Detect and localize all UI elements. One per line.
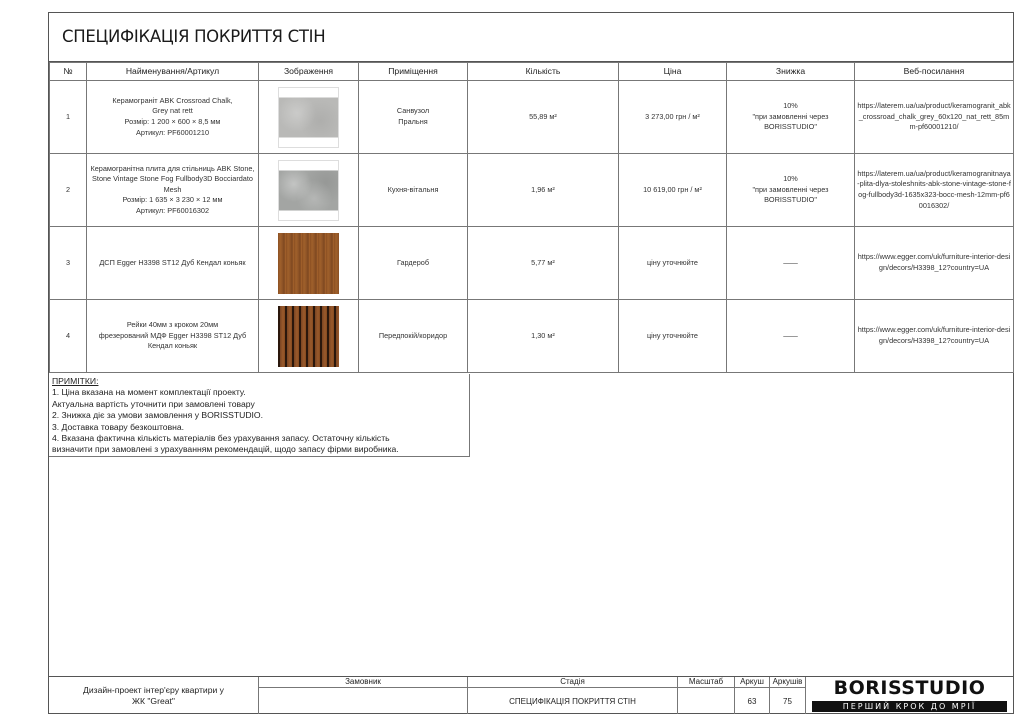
scale-cell bbox=[678, 677, 735, 714]
row-name bbox=[87, 227, 259, 300]
brand-tagline: ПЕРШИЙ КРОК ДО МРІЇ bbox=[812, 701, 1007, 712]
name-line: Рейки 40мм з кроком 20мм bbox=[126, 320, 219, 330]
table-row bbox=[50, 154, 1014, 227]
row-room bbox=[359, 300, 468, 373]
customer-value bbox=[259, 689, 467, 714]
room-line: Пральня bbox=[398, 117, 428, 126]
row-qty: 55,89 м² bbox=[468, 81, 619, 154]
discount-line: "при замовленні через bbox=[752, 184, 829, 194]
brand-logo bbox=[806, 677, 1013, 714]
note-line: 1. Ціна вказана на момент комплектації проекту. bbox=[52, 387, 246, 398]
table-row bbox=[50, 81, 1014, 154]
project-line: Дизайн-проект інтер'єру квартири у bbox=[83, 685, 224, 695]
sheet-label: Аркуш bbox=[735, 677, 769, 688]
row-name bbox=[87, 300, 259, 373]
room-line: Передпокій/коридор bbox=[378, 330, 448, 340]
row-url-link[interactable]: https://laterem.ua/ua/product/keramogranitnaya-plita-dlya-stoleshnits-abk-stone-vintage-stone-fog-fullbody3d-1635x323-bocc-mesh-12mm-pf60016302/ bbox=[855, 154, 1014, 227]
note-line: визначити при замовлені з урахуванням рекомендацій, щодо запасу фірми виробника. bbox=[52, 444, 399, 455]
row-name bbox=[87, 154, 259, 227]
row-name bbox=[87, 81, 259, 154]
row-room bbox=[359, 81, 468, 154]
scale-label: Масштаб bbox=[678, 677, 734, 688]
room-line: Гардероб bbox=[396, 257, 430, 267]
name-line: ДСП Egger H3398 ST12 Дуб Кендал коньяк bbox=[99, 257, 246, 267]
row-num: 3 bbox=[50, 227, 87, 300]
header-room: Приміщення bbox=[359, 63, 468, 81]
project-line: ЖК "Great" bbox=[132, 696, 175, 706]
header-image: Зображення bbox=[259, 63, 359, 81]
name-line: Розмір: 1 200 × 600 × 8,5 мм bbox=[124, 117, 221, 126]
discount-line: 10% bbox=[783, 101, 798, 111]
row-room bbox=[359, 227, 468, 300]
discount-line: BORISSTUDIO" bbox=[764, 122, 817, 132]
discount-line: —— bbox=[783, 257, 798, 267]
project-name bbox=[49, 677, 258, 707]
name-line: Розмір: 1 635 × 3 230 × 12 мм bbox=[122, 195, 223, 205]
sheets-cell bbox=[770, 677, 806, 714]
note-line: 2. Знижка діє за умови замовлення у BORISSTUDIO. bbox=[52, 410, 263, 421]
name-line: Керамограніт ABK Crossroad Chalk, bbox=[112, 95, 233, 105]
row-discount bbox=[727, 154, 855, 227]
page-title: СПЕЦИФІКАЦІЯ ПОКРИТТЯ СТІН bbox=[62, 27, 326, 46]
row-num: 1 bbox=[50, 81, 87, 154]
row-discount bbox=[727, 300, 855, 373]
row-room bbox=[359, 154, 468, 227]
row-price: ціну уточнюйте bbox=[619, 227, 727, 300]
name-line: Артикул: PF60016302 bbox=[135, 205, 210, 215]
customer-label: Замовник bbox=[259, 677, 467, 688]
grey-stone-swatch bbox=[278, 160, 339, 221]
oak-wood-swatch bbox=[278, 233, 339, 294]
title-area bbox=[49, 13, 1013, 62]
row-qty: 5,77 м² bbox=[468, 227, 619, 300]
header-url: Веб-посилання bbox=[855, 63, 1014, 81]
wood-slats-swatch bbox=[278, 306, 339, 367]
customer-cell bbox=[259, 677, 468, 714]
notes-title: ПРИМІТКИ: bbox=[52, 376, 99, 386]
name-line: Керамогранітна плита для стільниць ABK Stone, bbox=[90, 163, 255, 173]
name-line: Grey nat rett bbox=[152, 106, 193, 116]
sheets-value: 75 bbox=[783, 697, 792, 706]
row-image bbox=[259, 227, 359, 300]
discount-line: BORISSTUDIO" bbox=[764, 195, 817, 205]
note-line: 3. Доставка товару безкоштовна. bbox=[52, 421, 185, 432]
note-line: Актуальна вартість уточнити при замовлені товару bbox=[52, 398, 255, 409]
row-image bbox=[259, 154, 359, 227]
sheets-label: Аркушів bbox=[770, 677, 805, 688]
name-line: фрезерований МДФ Egger H3398 ST12 Дуб bbox=[98, 330, 247, 340]
room-line: Кухня-вітальня bbox=[387, 184, 439, 194]
note-line: 4. Вказана фактична кількість матеріалів без урахування запасу. Остаточну кількість bbox=[52, 433, 390, 444]
notes-block bbox=[49, 374, 470, 457]
title-block-stamp bbox=[49, 676, 1013, 714]
stage-value: СПЕЦИФІКАЦІЯ ПОКРИТТЯ СТІН bbox=[509, 697, 636, 706]
row-image bbox=[259, 81, 359, 154]
table-header-row bbox=[50, 63, 1014, 81]
row-qty: 1,96 м² bbox=[468, 154, 619, 227]
header-name: Найменування/Артикул bbox=[87, 63, 259, 81]
row-image bbox=[259, 300, 359, 373]
row-url-link[interactable]: https://www.egger.com/uk/furniture-interior-design/decors/H3398_12?country=UA bbox=[855, 300, 1014, 373]
header-discount: Знижка bbox=[727, 63, 855, 81]
discount-line: —— bbox=[783, 330, 798, 340]
header-qty: Кількість bbox=[468, 63, 619, 81]
row-price: 10 619,00 грн / м² bbox=[619, 154, 727, 227]
row-num: 2 bbox=[50, 154, 87, 227]
project-cell bbox=[49, 677, 259, 714]
stage-label: Стадія bbox=[468, 677, 677, 688]
discount-line: 10% bbox=[783, 174, 798, 184]
row-discount bbox=[727, 227, 855, 300]
name-line: Кендал коньяк bbox=[147, 341, 198, 351]
sheet-value: 63 bbox=[747, 697, 757, 706]
table-row bbox=[50, 300, 1014, 373]
row-price: ціну уточнюйте bbox=[619, 300, 727, 373]
stage-cell bbox=[468, 677, 678, 714]
row-url-link[interactable]: https://laterem.ua/ua/product/keramogranit_abk_crossroad_chalk_grey_60x120_nat_rett_85mm-pf60001210/ bbox=[855, 81, 1014, 154]
header-price: Ціна bbox=[619, 63, 727, 81]
row-discount bbox=[727, 81, 855, 154]
specification-table bbox=[49, 62, 1014, 373]
drawing-sheet bbox=[48, 12, 1014, 714]
header-num: № bbox=[50, 63, 87, 81]
row-qty: 1,30 м² bbox=[468, 300, 619, 373]
brand-name: BORISSTUDIO bbox=[833, 677, 986, 699]
table-row bbox=[50, 227, 1014, 300]
row-num: 4 bbox=[50, 300, 87, 373]
scale-value bbox=[678, 689, 734, 714]
name-line: Stone Vintage Stone Fog Fullbody3D Bocciardato bbox=[92, 174, 253, 184]
name-line: Mesh bbox=[163, 184, 182, 194]
row-price: 3 273,00 грн / м² bbox=[619, 81, 727, 154]
sheet-cell bbox=[735, 677, 770, 714]
name-line: Артикул: PF60001210 bbox=[135, 127, 210, 137]
discount-line: "при замовленні через bbox=[752, 111, 829, 121]
grey-tile-swatch bbox=[278, 87, 339, 148]
room-line: Санвузол bbox=[396, 106, 430, 116]
row-url-link[interactable]: https://www.egger.com/uk/furniture-interior-design/decors/H3398_12?country=UA bbox=[855, 227, 1014, 300]
